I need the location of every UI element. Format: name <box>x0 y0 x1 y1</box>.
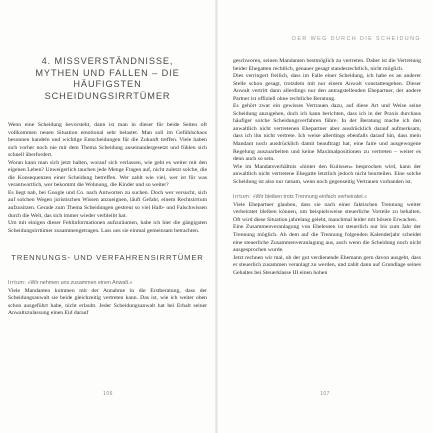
section-title: TRENNUNGS- UND VERFAHRENSIRRTÜMER <box>11 253 204 263</box>
intro-paragraph-4: Um mit einigen dieser Fehlinformationen aufzuräumen, habe ich hier die gängigsten Scheidungsirrtümer zusammengetragen. Lass uns sie einmal gemeinsam betrachten. <box>8 220 207 234</box>
chapter-title <box>8 56 207 102</box>
myth-text-2: »Wir bleiben trotz Trennung einfach verheiratet.« <box>252 194 368 201</box>
chapter-title-line-3: SCHEIDUNGSIRRTÜMER <box>44 90 171 101</box>
myth-explanation-paragraph: Viele Mandanten kommen mit der Annahme in die Erstberatung, dass der Scheidungsanwalt sie beide gleichzeitig vertreten kann. Das ist, wie ich weiter oben schon ausgeführt habe, nicht erlaubt. Jeder Scheidungsanwalt hat bei Erhalt seiner Anwaltszulassung einen Eid darauf <box>8 287 207 317</box>
body-paragraph-3: Es gehört zwar ein gewisses Vertrauen dazu, auf diese Art und Weise seine Scheidung anzugehen, doch ich kann berichten, dass ich in der Praxis durchaus häufiger solche Scheidungsverfahren führe. In der Beratung mache ich den anwaltlich nicht vertretenen Ehepartner aber ausdrücklich darauf aufmerksam, dass ich ihn nicht vertrete. Ich weise allerdings ebenfalls darauf hin, dass mein Mandant noch ausdrücklich damit beauftragt hat, eine faire und ausgewogene Regelung auszuarbeiten und keine Maximalpositionen zu vertreten – weiter es denn auch so sein. <box>233 103 421 163</box>
body-paragraph-4: Wie im Mandatsverhältnis »hinter den Kulissen« besprochen wird, kann der anwaltlich nicht vertretene Ehegatte letztlich jedoch nicht beurteilen. Eine solche Scheidung ist also nur ratsam, wenn noch gegenseitig Vertrauen vorhanden ist. <box>233 163 421 185</box>
right-page <box>217 0 433 433</box>
left-page <box>0 0 216 433</box>
page-number-left: 106 <box>103 391 113 397</box>
myth-heading <box>8 280 207 288</box>
intro-paragraph-1: Wenn eine Scheidung bevorsteht, dann ist man in dieser für beide Seiten oft vollkommen neuen Situation emotional sehr belastet. Man soll im Gefühlschaos besonnen handeln und wichtige Entscheidungen für die Zukunft treffen. Viele haben sich vorher noch nie mit dem Thema Scheidung auseinandergesetzt und fühlen sich schnell überfordert. <box>8 122 207 159</box>
body-paragraph-7: Jetzt rechnen wir mal, ob der gut verdienende Ehemann gern davon ausgeht, dass er steuerlich zusammen veranlagt zu werden, und zahlt dann auf Grundlage seines Gehaltes bei Steuerklasse III einen hohen <box>233 254 421 276</box>
body-paragraph-5: Viele Ehepartner glauben, dass sie nach einer faktischen Trennung weiter verheiratet bleiben können, um beispielsweise steuerliche Vorteile zu behalten. Oft wird diese Situation jahrelang gelebt, manchmal leider mit bösem Erwachen. <box>233 201 421 223</box>
body-paragraph-6: Eine Zusammenveranlagung von Eheleuten ist steuerlich nur bis zum Jahr der Trennung möglich. Ab dem auf die Trennung folgenden Kalenderjahr scheidet eine steuerliche Zusammenveranlagung aus, auch wenn die Scheidung noch nicht ausgesprochen wurde. <box>233 224 421 254</box>
body-paragraph-2: Dies verringert freilich, dass im Falle einer Scheidung, ich habe es an anderer Stelle schon gesagt, trotzdem mit nur einem Anwalt vonstattengehen. Dieser Anwalt vertritt dann allerdings nur den antragstellenden Ehepartner, der andere Partner ist offiziell ohne rechtliche Beratung. <box>233 73 421 102</box>
page-number-right: 107 <box>320 391 330 397</box>
myth-heading-2 <box>233 194 421 202</box>
myth-text: »Wir nehmen uns zusammen einen Anwalt.« <box>27 280 133 287</box>
intro-paragraph-3: Es liegt nah, bei Google und Co. nach Antworten zu suchen. Doch wer versucht, sich auf solchen Wegen juristischen Wissen anzueignen, läuft Gefahr, einem Rechtsirrtum aufzusitzen. Gerade zum Thema Scheidungen gestreut so viel Halb- und Falschwissen durch die Welt, das sich immer wieder verbleibt hat. <box>8 189 207 219</box>
body-paragraph-1: geschworen, seinen Mandanten bestmöglich zu vertreten. Daher ist die Vertretung beider Ehegatten rechtlich, genauer gesagt standesrechtlich, nicht möglich. <box>233 58 421 72</box>
myth-label: Irrtum: <box>8 280 27 287</box>
chapter-title-line-2: MYTHEN UND FALLEN – DIE HÄUFIGSTEN <box>35 67 180 89</box>
running-head: DER WEG DURCH DIE SCHEIDUNG <box>292 36 421 42</box>
myth-label-2: Irrtum: <box>233 194 252 201</box>
chapter-title-line-1: 4. MISSVERSTÄNDNISSE, <box>41 56 174 66</box>
intro-paragraph-2: Woran kann man sich jetzt halten, worauf sich verlassen, wie geht es weiter mit den eigenen Leben? Unweigerlich tauchen jede Menge Fragen auf, nicht zuletzt solche, die die Konsequenzen einer Scheidung betreffen. Wer zahlt wie viel, wer ist für was verantwortlich, wer bekommt die Wohnung, die Kinder und so weiter? <box>8 159 207 189</box>
spacer <box>233 186 421 194</box>
